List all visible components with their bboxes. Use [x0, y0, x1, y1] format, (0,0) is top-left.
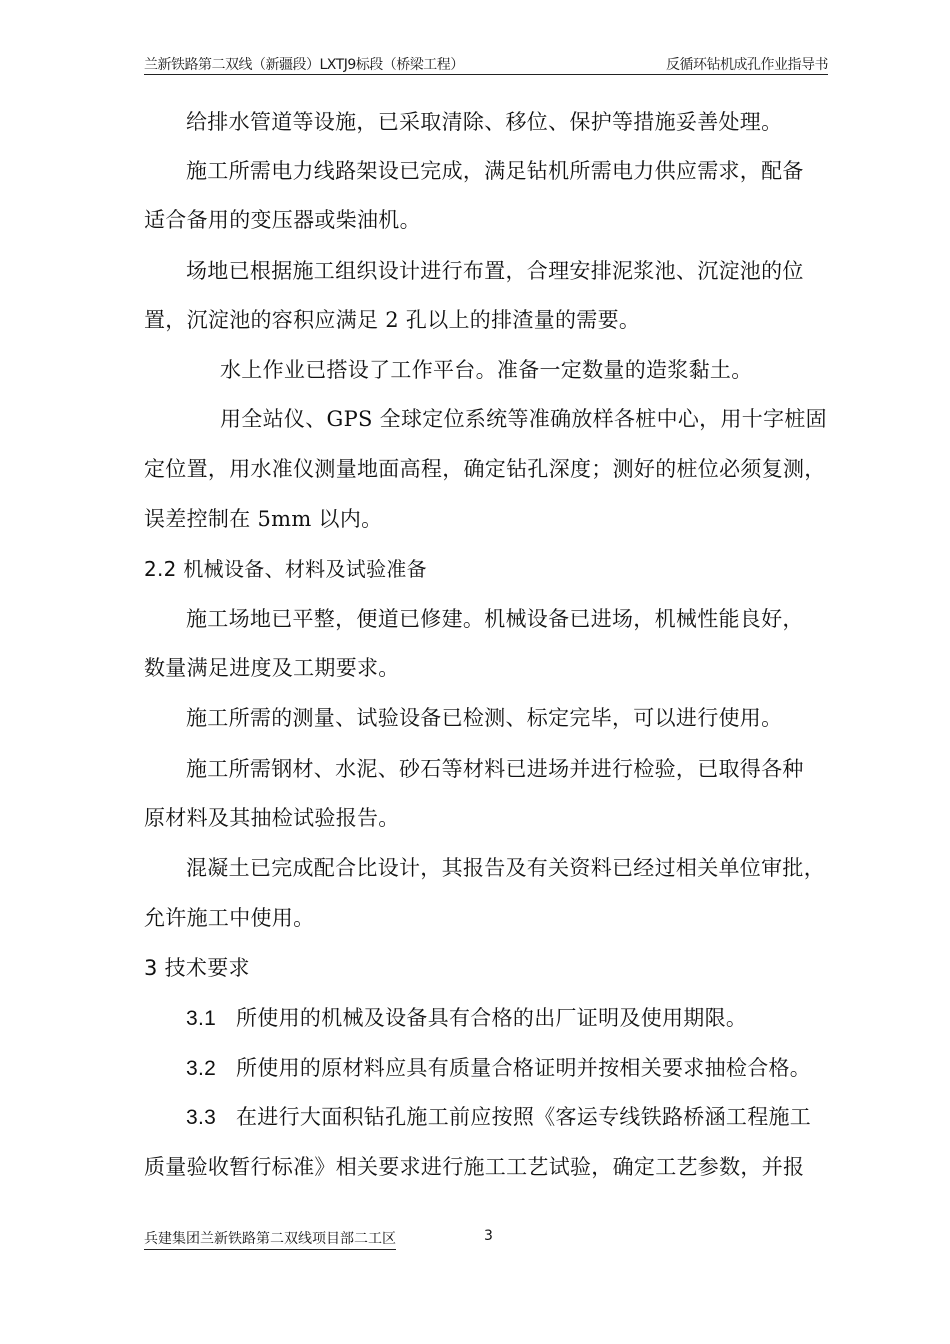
- body-line: 给排水管道等设施，已采取清除、移位、保护等措施妥善处理。: [186, 110, 783, 134]
- body-line: 施工所需钢材、水泥、砂石等材料已进场并进行检验，已取得各种: [186, 757, 804, 781]
- body-line: 场地已根据施工组织设计进行布置，合理安排泥浆池、沉淀池的位: [186, 259, 804, 283]
- body-line: 数量满足进度及工期要求。: [144, 656, 400, 680]
- item-number: 3.2: [186, 1057, 217, 1080]
- numbered-item-3-1: [186, 1004, 747, 1033]
- body-line: 误差控制在 5mm 以内。: [144, 507, 383, 531]
- body-line: 定位置，用水准仪测量地面高程，确定钻孔深度；测好的桩位必须复测，: [144, 457, 826, 481]
- item-number: 3.3: [186, 1106, 217, 1129]
- body-line: 允许施工中使用。: [144, 906, 315, 930]
- body-line: 水上作业已搭设了工作平台。准备一定数量的造浆黏土。: [220, 358, 753, 382]
- body-line: 置，沉淀池的容积应满足 2 孔以上的排渣量的需要。: [144, 308, 641, 332]
- numbered-item-3-2: [186, 1054, 811, 1083]
- body-line: 施工所需电力线路架设已完成，满足钻机所需电力供应需求，配备: [186, 159, 804, 183]
- page-number: 3: [484, 1228, 493, 1244]
- body-line: 适合备用的变压器或柴油机。: [144, 208, 421, 232]
- header-document-title: 反循环钻机成孔作业指导书: [666, 57, 828, 73]
- body-line: 用全站仪、GPS 全球定位系统等准确放样各桩中心，用十字桩固: [220, 407, 827, 431]
- body-line: 施工所需的测量、试验设备已检测、标定完毕，可以进行使用。: [186, 706, 783, 730]
- body-line: 混凝土已完成配合比设计，其报告及有关资料已经过相关单位审批，: [186, 856, 825, 880]
- page-header: [144, 54, 828, 75]
- section-heading-3: 3 技术要求: [144, 956, 250, 980]
- header-project-title: 兰新铁路第二双线（新疆段）LXTJ9标段（桥梁工程）: [144, 57, 464, 73]
- body-line: 质量验收暂行标准》相关要求进行施工工艺试验，确定工艺参数，并报: [144, 1155, 805, 1179]
- item-text: 所使用的原材料应具有质量合格证明并按相关要求抽检合格。: [236, 1056, 812, 1080]
- item-number: 3.1: [186, 1007, 217, 1030]
- body-line: 原材料及其抽检试验报告。: [144, 806, 400, 830]
- numbered-item-3-3: [186, 1103, 811, 1132]
- body-line: 施工场地已平整，便道已修建。机械设备已进场，机械性能良好，: [186, 607, 804, 631]
- section-heading-2-2: 2.2 机械设备、材料及试验准备: [144, 557, 427, 581]
- item-text: 所使用的机械及设备具有合格的出厂证明及使用期限。: [236, 1006, 748, 1030]
- footer-organization: 兵建集团兰新铁路第二双线项目部二工区: [144, 1228, 396, 1250]
- item-text: 在进行大面积钻孔施工前应按照《客运专线铁路桥涵工程施工: [236, 1105, 812, 1129]
